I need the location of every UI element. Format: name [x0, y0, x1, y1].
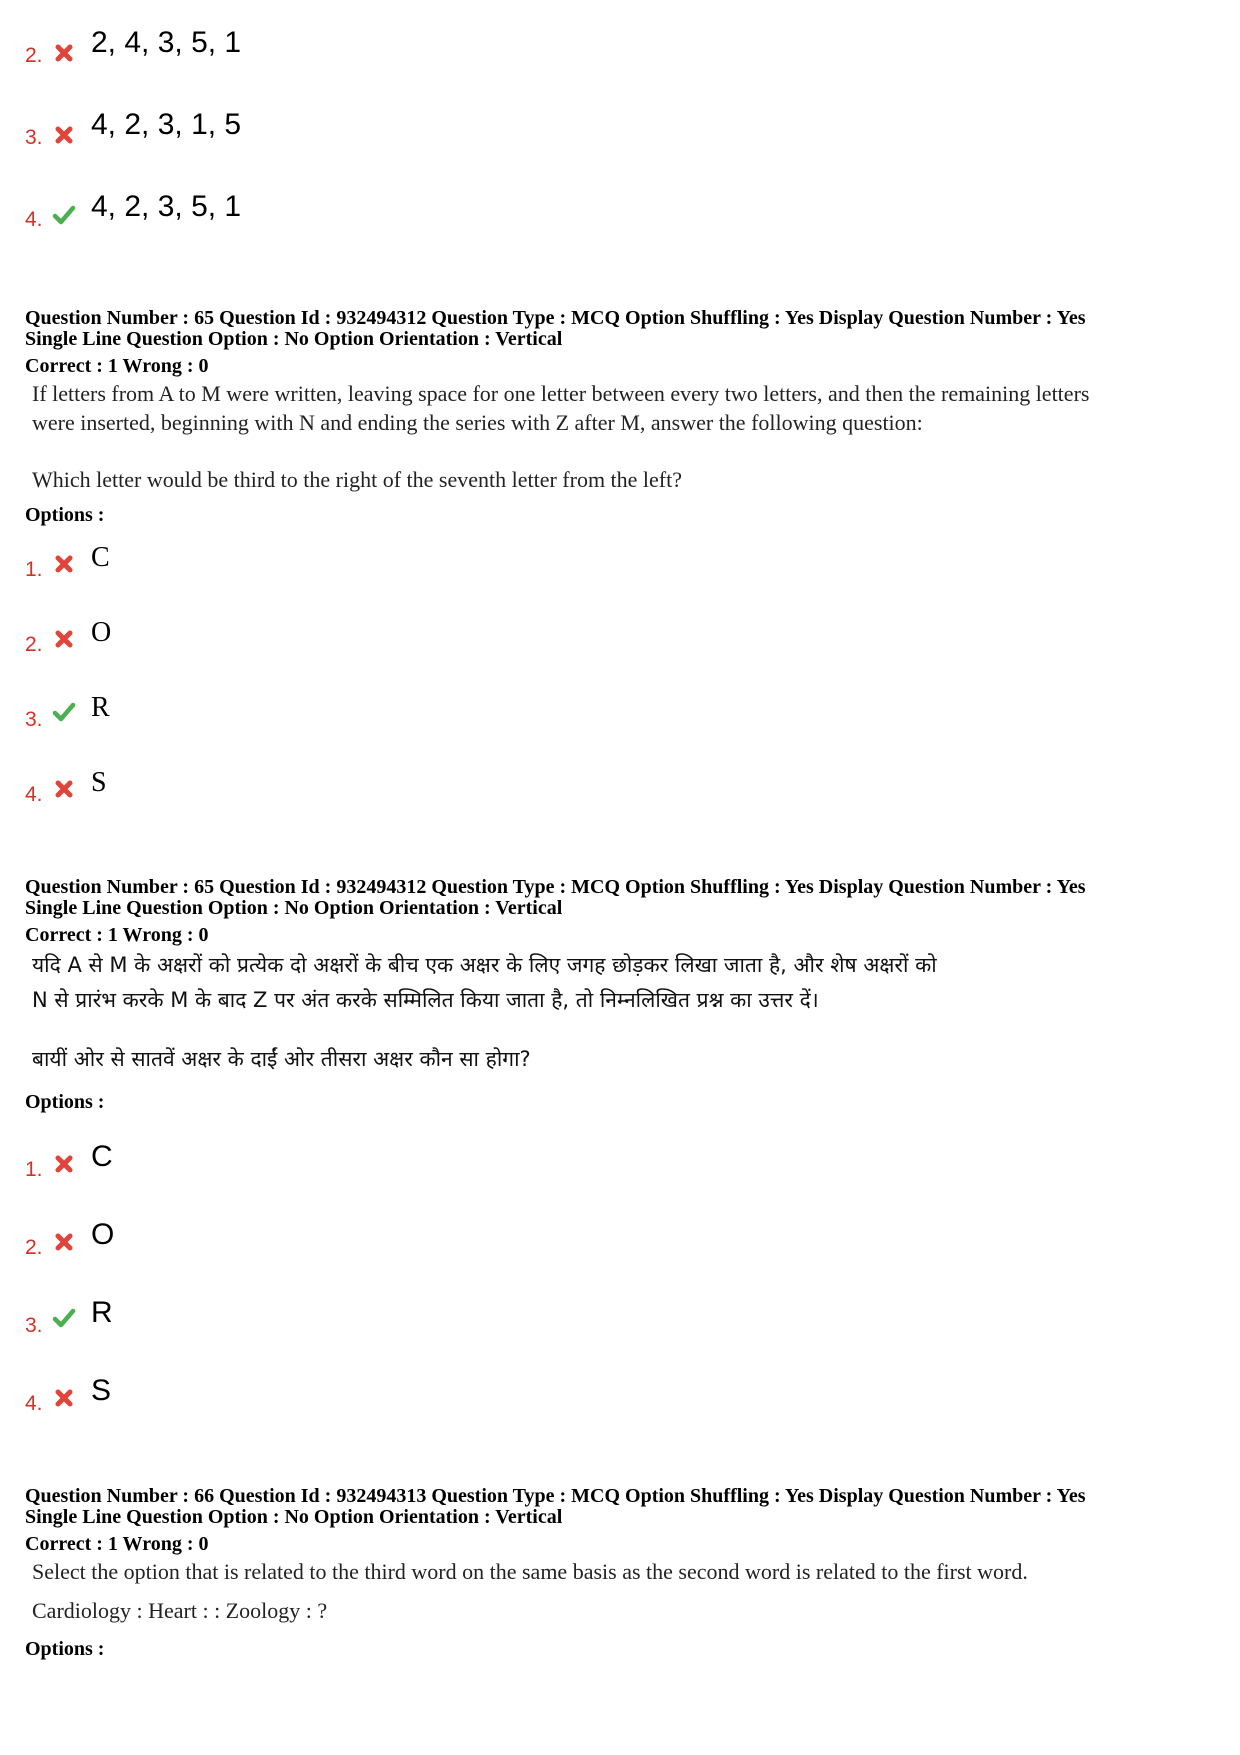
option-number: 2.	[25, 1236, 43, 1259]
options-label: Options :	[25, 1638, 105, 1660]
option-text: 4, 2, 3, 1, 5	[91, 108, 242, 141]
wrong-icon	[52, 1230, 76, 1254]
question-text: If letters from A to M were written, leaving space for one letter between every two letters, and then the remaining letters	[32, 381, 1090, 406]
option-text: C	[91, 542, 110, 573]
question-meta-line: Question Number : 66 Question Id : 932494313 Question Type : MCQ Option Shuffling : Yes Display Question Number : Yes	[25, 1485, 1086, 1507]
question-65-english-options	[25, 540, 1225, 840]
option-text: S	[91, 767, 107, 798]
question-meta-line: Single Line Question Option : No Option Orientation : Vertical	[25, 328, 563, 350]
option-item	[25, 615, 1225, 690]
option-item	[25, 1296, 1225, 1374]
question-text: Which letter would be third to the right of the seventh letter from the left?	[32, 467, 683, 492]
option-number: 2.	[25, 633, 43, 656]
check-icon	[52, 700, 76, 724]
correct-wrong-line: Correct : 1 Wrong : 0	[25, 924, 209, 946]
question-text: were inserted, beginning with N and ending the series with Z after M, answer the following question:	[32, 410, 923, 435]
option-text: R	[91, 1296, 113, 1329]
check-icon	[52, 1306, 76, 1330]
question-65-hindi-options	[25, 1140, 1225, 1452]
wrong-icon	[52, 123, 76, 147]
wrong-icon	[52, 627, 76, 651]
option-number: 3.	[25, 708, 43, 731]
question-meta-line: Question Number : 65 Question Id : 932494312 Question Type : MCQ Option Shuffling : Yes Display Question Number : Yes	[25, 307, 1086, 329]
previous-question-options	[25, 22, 1225, 268]
question-text: बायीं ओर से सातवें अक्षर के दाईं ओर तीसरा अक्षर कौन सा होगा?	[32, 1047, 531, 1071]
option-text: 4, 2, 3, 5, 1	[91, 190, 242, 223]
check-icon	[52, 203, 76, 227]
wrong-icon	[52, 1386, 76, 1410]
correct-wrong-line: Correct : 1 Wrong : 0	[25, 355, 209, 377]
question-meta-line: Single Line Question Option : No Option Orientation : Vertical	[25, 1506, 563, 1528]
question-meta-line: Question Number : 65 Question Id : 932494312 Question Type : MCQ Option Shuffling : Yes Display Question Number : Yes	[25, 876, 1086, 898]
option-number: 4.	[25, 208, 43, 231]
option-number: 3.	[25, 1314, 43, 1337]
options-label: Options :	[25, 1091, 105, 1113]
option-number: 2.	[25, 44, 43, 67]
option-text: O	[91, 1218, 115, 1251]
option-item	[25, 1140, 1225, 1218]
question-65-english	[25, 308, 1225, 527]
option-item	[25, 765, 1225, 840]
question-meta-line: Single Line Question Option : No Option Orientation : Vertical	[25, 897, 563, 919]
option-item	[25, 1374, 1225, 1452]
option-text: O	[91, 617, 112, 648]
wrong-icon	[52, 41, 76, 65]
option-number: 3.	[25, 126, 43, 149]
option-item	[25, 104, 1225, 186]
option-text: C	[91, 1140, 113, 1173]
question-text: N से प्रारंभ करके M के बाद Z पर अंत करके सम्मिलित किया जाता है, तो निम्नलिखित प्रश्न का उत्तर दें।	[32, 988, 819, 1012]
wrong-icon	[52, 552, 76, 576]
option-text: S	[91, 1374, 112, 1407]
option-number: 4.	[25, 1392, 43, 1415]
option-item	[25, 540, 1225, 615]
wrong-icon	[52, 1152, 76, 1176]
option-item	[25, 690, 1225, 765]
question-text: Select the option that is related to the third word on the same basis as the second word is related to the first word.	[32, 1559, 1028, 1584]
question-text: Cardiology : Heart : : Zoology : ?	[32, 1598, 328, 1623]
correct-wrong-line: Correct : 1 Wrong : 0	[25, 1533, 209, 1555]
question-65-hindi	[25, 877, 1225, 1114]
option-number: 1.	[25, 1158, 43, 1181]
wrong-icon	[52, 777, 76, 801]
option-item	[25, 186, 1225, 268]
option-text: R	[91, 692, 110, 723]
option-item	[25, 1218, 1225, 1296]
option-item	[25, 22, 1225, 104]
option-number: 1.	[25, 558, 43, 581]
options-label: Options :	[25, 504, 105, 526]
option-text: 2, 4, 3, 5, 1	[91, 26, 242, 59]
question-66	[25, 1486, 1225, 1661]
question-text: यदि A से M के अक्षरों को प्रत्येक दो अक्षरों के बीच एक अक्षर के लिए जगह छोड़कर लिखा जाता है, और शेष अक्षरों को	[32, 953, 937, 977]
option-number: 4.	[25, 783, 43, 806]
